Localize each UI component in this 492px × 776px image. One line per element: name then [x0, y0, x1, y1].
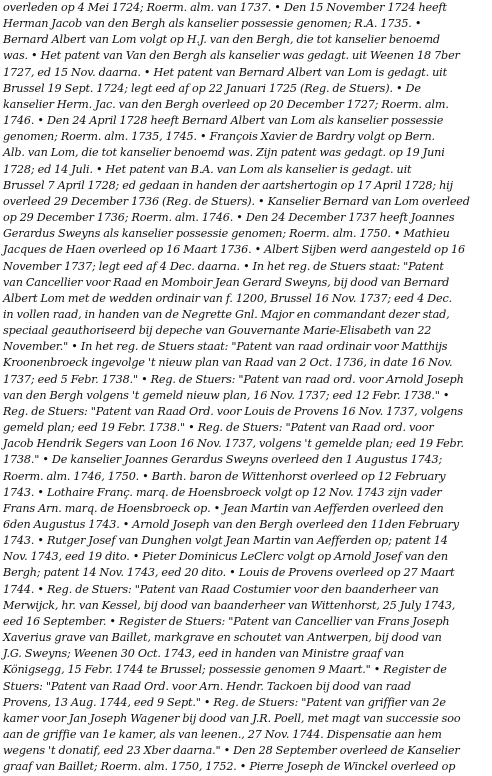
text-line: overleed 29 December 1736 (Reg. de Stuers). • Kanselier Bernard van Lom overleed	[3, 194, 470, 208]
text-line: Roerm. alm. 1746, 1750. • Barth. baron de Wittenhorst overleed op 12 February	[3, 469, 446, 483]
text-line: 1744. • Reg. de Stuers: "Patent van Raad Costumier voor den baanderheer van	[3, 582, 439, 596]
text-line: 1727, ed 15 Nov. daarna. • Het patent van Bernard Albert van Lom is gedagt. uit	[3, 65, 447, 79]
text-line: Bernard Albert van Lom volgt op H.J. van den Bergh, die tot kanselier benoemd	[3, 33, 440, 47]
text-line: 1738." • De kanselier Joannes Gerardus Sweyns overleed den 1 Augustus 1743;	[3, 453, 443, 467]
text-line: overleden op 4 Mei 1724; Roerm. alm. van 1737. • Den 15 November 1724 heeft	[3, 1, 447, 14]
text-line: Bergh; patent 14 Nov. 1743, eed 20 dito. • Louis de Provens overleed op 27 Maart	[3, 566, 455, 580]
text-line: 1743. • Rutger Josef van Dunghen volgt Jean Martin van Aefferden op; patent 14	[3, 534, 448, 548]
text-line: 1728; ed 14 Juli. • Het patent van B.A. van Lom als kanselier is gedagt. uit	[3, 162, 412, 176]
text-line: Albert Lom met de wedden ordinair van f. 1200, Brussel 16 Nov. 1737; eed 4 Dec.	[3, 291, 452, 305]
text-line: Xaverius grave van Baillet, markgrave en schoutet van Antwerpen, bij dood van	[3, 631, 442, 645]
text-line: J.G. Sweyns; Weenen 30 Oct. 1743, eed in handen van Ministre graaf van	[3, 647, 405, 661]
text-line: November." • In het reg. de Stuers staat: "Patent van raad ordinair voor Matthijs	[3, 340, 448, 354]
text-line: 1743. • Lothaire Franç. marq. de Hoensbroeck volgt op 12 Nov. 1743 zijn vader	[3, 485, 442, 499]
text-line: Provens, 13 Aug. 1744, eed 9 Sept." • Reg. de Stuers: "Patent van griffier van 2e	[3, 695, 446, 709]
text-line: eed 16 September. • Register de Stuers: "Patent van Cancellier van Frans Joseph	[3, 614, 450, 628]
text-line: in vollen raad, in handen van de Negrette Gnl. Major en commandant dezer stad,	[3, 307, 450, 321]
document-text	[3, 0, 489, 776]
text-line: Stuers: "Patent van Raad Ord. voor Arn. Hendr. Tackoen bij dood van raad	[3, 679, 412, 693]
text-line: November 1737; legt eed af 4 Dec. daarna. • In het reg. de Stuers staat: "Patent	[3, 259, 444, 273]
text-line: van den Bergh volgens 't gemeld nieuw plan, 16 Nov. 1737; eed 12 Febr. 1738." •	[3, 388, 450, 402]
text-line: aan de griffie van 1e kamer, als van leenen., 27 Nov. 1744. Dispensatie aan hem	[3, 728, 442, 742]
text-line: Königsegg, 15 Febr. 1744 te Brussel; possessie genomen 9 Maart." • Register de	[3, 663, 447, 677]
text-line: graaf van Baillet; Roerm. alm. 1750, 1752. • Pierre Joseph de Winckel overleed op	[3, 760, 456, 774]
text-line: Brussel 7 April 1728; ed gedaan in handen der aartshertogin op 17 April 1728; hij	[3, 178, 453, 192]
text-line: Frans Arn. marq. de Hoensbroeck op. • Jean Martin van Aefferden overleed den	[3, 501, 444, 515]
text-line: speciaal geauthoriseerd bij depeche van Gouvernante Marie-Elisabeth van 22	[3, 324, 432, 338]
text-line: Merwijck, hr. van Kessel, bij dood van baanderheer van Wittenhorst, 25 July 1743,	[3, 598, 456, 612]
text-line: Nov. 1743, eed 19 dito. • Pieter Dominicus LeClerc volgt op Arnold Josef van den	[3, 550, 448, 564]
text-line: op 29 December 1736; Roerm. alm. 1746. • Den 24 December 1737 heeft Joannes	[3, 211, 455, 225]
text-line: Kroonenbroeck ingevolge 't nieuw plan van Raad van 2 Oct. 1736, in date 16 Nov.	[3, 356, 453, 370]
text-line: Reg. de Stuers: "Patent van Raad Ord. voor Louis de Provens 16 Nov. 1737, volgens	[3, 404, 463, 418]
text-line: Jacob Hendrik Segers van Loon 16 Nov. 1737, volgens 't gemelde plan; eed 19 Febr.	[3, 437, 464, 451]
text-line: kanselier Herm. Jac. van den Bergh overleed op 20 December 1727; Roerm. alm.	[3, 97, 449, 111]
text-line: Brussel 19 Sept. 1724; legt eed af op 22 Januari 1725 (Reg. de Stuers). • De	[3, 81, 421, 95]
text-line: 1746. • Den 24 April 1728 heeft Bernard Albert van Lom als kanselier possessie	[3, 114, 444, 128]
text-line: Jacques de Haen overleed op 16 Maart 1736. • Albert Sijben werd aangesteld op 16	[3, 243, 465, 257]
text-line: kamer voor Jan Joseph Wagener bij dood van J.R. Poell, met magt van successie soo	[3, 711, 461, 725]
text-line: wegens 't donatif, eed 23 Xber daarna." • Den 28 September overleed de Kanselier	[3, 744, 460, 758]
text-line: 6den Augustus 1743. • Arnold Joseph van den Bergh overleed den 11den February	[3, 518, 459, 531]
text-line: Herman Jacob van den Bergh als kanselier possessie genomen; R.A. 1735. •	[3, 17, 422, 31]
text-line: Alb. van Lom, die tot kanselier benoemd was. Zijn patent was gedagt. op 19 Juni	[3, 146, 445, 160]
text-line: genomen; Roerm. alm. 1735, 1745. • François Xavier de Bardry volgt op Bern.	[3, 130, 435, 144]
text-line: gemeld plan; eed 19 Febr. 1738." • Reg. de Stuers: "Patent van Raad ord. voor	[3, 421, 434, 435]
text-line: was. • Het patent van Van den Bergh als kanselier was gedagt. uit Weenen 18 7ber	[3, 49, 460, 63]
text-line: Gerardus Sweyns als kanselier possessie genomen; Roerm. alm. 1750. • Mathieu	[3, 227, 450, 241]
text-line: van Cancellier voor Raad en Momboir Jean Gerard Sweyns, bij dood van Bernard	[3, 275, 450, 289]
text-line: 1737; eed 5 Febr. 1738." • Reg. de Stuers: "Patent van raad ord. voor Arnold Joseph	[3, 372, 464, 386]
